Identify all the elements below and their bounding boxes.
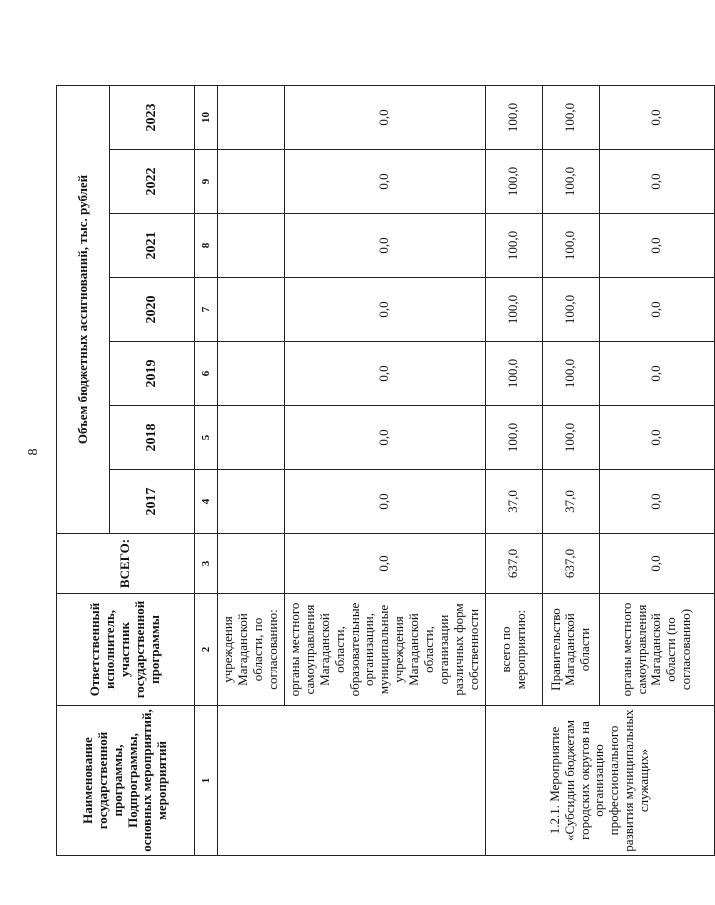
year-value-cell: 0,0 <box>599 85 714 149</box>
column-number-row <box>195 85 218 855</box>
column-number: 6 <box>195 342 218 406</box>
header-year: 2017 <box>110 470 195 534</box>
header-budget-group: Объем бюджетных ассигнований, тыс. рублей <box>57 85 110 533</box>
column-number: 8 <box>195 214 218 278</box>
column-number: 5 <box>195 406 218 470</box>
total-cell: 637,0 <box>542 534 599 594</box>
year-value-cell: 100,0 <box>542 278 599 342</box>
year-value-cell: 0,0 <box>599 470 714 534</box>
year-value-cell <box>218 406 285 470</box>
year-value-cell <box>218 342 285 406</box>
year-value-cell: 100,0 <box>485 406 542 470</box>
header-year: 2020 <box>110 278 195 342</box>
year-value-cell: 100,0 <box>542 150 599 214</box>
column-number: 10 <box>195 85 218 149</box>
header-year: 2018 <box>110 406 195 470</box>
year-value-cell: 37,0 <box>542 470 599 534</box>
header-year: 2021 <box>110 214 195 278</box>
column-number: 4 <box>195 470 218 534</box>
executor-cell: Правительство Магаданской области <box>542 594 599 706</box>
year-value-cell: 0,0 <box>284 150 485 214</box>
year-value-cell: 100,0 <box>485 85 542 149</box>
year-value-cell: 0,0 <box>599 342 714 406</box>
column-number: 1 <box>195 706 218 856</box>
column-number: 2 <box>195 594 218 706</box>
year-value-cell: 0,0 <box>284 342 485 406</box>
table-row <box>218 85 285 855</box>
total-cell: 0,0 <box>284 534 485 594</box>
year-value-cell: 0,0 <box>284 470 485 534</box>
total-cell <box>218 534 285 594</box>
header-year: 2022 <box>110 150 195 214</box>
year-value-cell: 0,0 <box>284 85 485 149</box>
header-total: ВСЕГО: <box>57 534 195 594</box>
year-value-cell: 0,0 <box>284 214 485 278</box>
year-value-cell: 100,0 <box>485 214 542 278</box>
year-value-cell <box>218 470 285 534</box>
header-year: 2019 <box>110 342 195 406</box>
header-year: 2023 <box>110 85 195 149</box>
year-value-cell: 0,0 <box>284 406 485 470</box>
executor-cell: органы местного самоуправления Магаданской области, образовательные организации, муниципальные учреждения Магаданской области, организации различных форм собственности <box>284 594 485 706</box>
rotated-table-wrapper <box>56 86 694 856</box>
year-value-cell: 100,0 <box>485 342 542 406</box>
table-row <box>485 85 542 855</box>
year-value-cell: 100,0 <box>485 150 542 214</box>
header-row <box>57 85 110 855</box>
executor-cell: всего по мероприятию: <box>485 594 542 706</box>
budget-table <box>56 85 715 856</box>
header-executor: Ответственный исполнитель, участник государственной программы <box>57 594 195 706</box>
year-value-cell: 100,0 <box>542 342 599 406</box>
year-value-cell: 0,0 <box>599 214 714 278</box>
year-value-cell: 100,0 <box>542 406 599 470</box>
total-cell: 637,0 <box>485 534 542 594</box>
year-value-cell: 100,0 <box>542 85 599 149</box>
program-name-cell: 1.2.1. Мероприятие «Субсидии бюджетам городских округов на организацию профессионального развития муниципальных служащих» <box>485 706 714 856</box>
year-value-cell: 0,0 <box>599 278 714 342</box>
column-number: 7 <box>195 278 218 342</box>
year-value-cell: 0,0 <box>599 406 714 470</box>
column-number: 9 <box>195 150 218 214</box>
year-value-cell <box>218 85 285 149</box>
year-value-cell: 37,0 <box>485 470 542 534</box>
year-value-cell: 0,0 <box>599 150 714 214</box>
program-name-cell <box>218 706 486 856</box>
executor-cell: учреждения Магаданской области, по согласованию: <box>218 594 285 706</box>
year-value-cell: 0,0 <box>284 278 485 342</box>
total-cell: 0,0 <box>599 534 714 594</box>
executor-cell: органы местного самоуправления Магаданской области (по согласованию) <box>599 594 714 706</box>
year-value-cell <box>218 278 285 342</box>
year-value-cell: 100,0 <box>542 214 599 278</box>
header-program-name: Наименование государственной программы, Подпрограммы, основных мероприятий, мероприятий <box>57 706 195 856</box>
column-number: 3 <box>195 534 218 594</box>
year-value-cell <box>218 150 285 214</box>
page-number: 8 <box>26 448 41 456</box>
year-value-cell <box>218 214 285 278</box>
year-value-cell: 100,0 <box>485 278 542 342</box>
